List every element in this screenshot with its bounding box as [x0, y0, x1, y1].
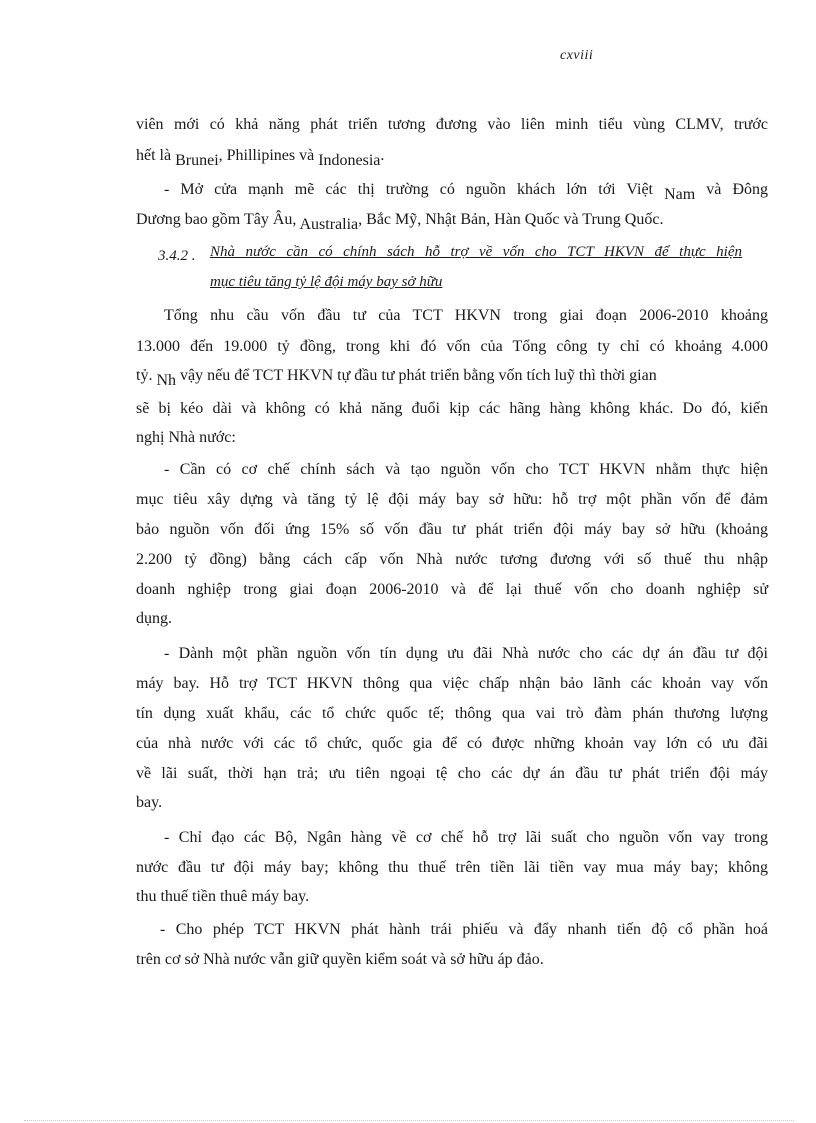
phillipines-text: Phillipines [226, 147, 296, 164]
para4-line1: - Cần có cơ chế chính sách và tạo nguồn vốn cho TCT HKVN nhằm thực hiện [164, 461, 768, 478]
para2-line2-pre: Dương bao gồm Tây Âu, [136, 211, 300, 228]
para4-line5: doanh nghiệp trong giai đoạn 2006-2010 và để lại thuế vốn cho doanh nghiệp sử [136, 581, 768, 598]
para2-line1-post: và Đông [695, 181, 769, 198]
para3-line3 [136, 366, 768, 389]
para4-line6: dụng. [136, 610, 172, 627]
para1-and: và [295, 147, 319, 164]
section-heading-line1: Nhà nước cần có chính sách hỗ trợ về vốn cho TCT HKVN để thực hiện [210, 244, 742, 260]
para4-line4: 2.200 tỷ đồng) bằng cách cấp vốn Nhà nước tương đương với số thuế thu nhập [136, 551, 768, 568]
page-bottom-rule [24, 1120, 794, 1121]
para1-line1: viên mới có khả năng phát triển tương đương vào liên minh tiểu vùng CLMV, trước [136, 116, 768, 133]
para3-line1: Tổng nhu cầu vốn đầu tư của TCT HKVN trong giai đoạn 2006-2010 khoảng [164, 307, 768, 324]
para1-line2-pre: hết là [136, 147, 176, 164]
para3-line4: sẽ bị kéo dài và không có khả năng đuổi kịp các hãng hàng không khác. Do đó, kiến [136, 400, 768, 417]
para7-line1: - Cho phép TCT HKVN phát hành trái phiếu và đẩy nhanh tiến độ cổ phần hoá [160, 921, 768, 938]
para4-line2: mục tiêu xây dựng và tăng tỷ lệ đội máy bay sở hữu: hỗ trợ một phần vốn để đảm [136, 491, 768, 508]
para4-line3: bảo nguồn vốn đối ứng 15% số vốn đầu tư phát triển đội máy bay sở hữu (khoảng [136, 521, 768, 538]
section-number: 3.4.2 . [158, 248, 196, 264]
para6-line3: thu thuế tiền thuê máy bay. [136, 888, 310, 905]
para3-line2: 13.000 đến 19.000 tỷ đồng, trong khi đó vốn của Tổng công ty chỉ có khoảng 4.000 [136, 338, 768, 355]
para7-line2: trên cơ sở Nhà nước vẫn giữ quyền kiểm soát và sở hữu áp đảo. [136, 951, 544, 968]
para2-line2-post: , Bắc Mỹ, Nhật Bản, Hàn Quốc và Trung Quốc. [358, 211, 664, 228]
para3-line3-pre: tỷ. [136, 367, 157, 384]
para3-line5: nghị Nhà nước: [136, 429, 236, 446]
brunei-text: Brunei [175, 152, 219, 169]
para1-period: . [380, 147, 385, 164]
para2-line2 [136, 210, 768, 233]
indonesia-text: Indonesia [318, 152, 381, 169]
para5-line2: máy bay. Hỗ trợ TCT HKVN thông qua việc chấp nhận bảo lãnh các khoản vay vốn [136, 675, 768, 692]
nam-text: Nam [664, 186, 696, 203]
nh-fragment: Nh [156, 372, 177, 389]
para6-line1: - Chỉ đạo các Bộ, Ngân hàng về cơ chế hỗ trợ lãi suất cho nguồn vốn vay trong [164, 829, 768, 846]
para5-line3: tín dụng xuất khẩu, các tổ chức quốc tế; thông qua vai trò đàm phán thương lượng [136, 705, 768, 722]
para3-line3-post: vậy nếu để TCT HKVN tự đầu tư phát triển bằng vốn tích luỹ thì thời gian [176, 367, 657, 384]
para2-line1 [164, 180, 769, 203]
para5-line6: bay. [136, 794, 163, 811]
para1-line2 [136, 146, 768, 169]
para5-line4: của nhà nước với các tổ chức, quốc gia để có được những khoản vay lớn có ưu đãi [136, 735, 768, 752]
para2-line1-pre: - Mở cửa mạnh mẽ các thị trường có nguồn khách lớn tới Việt [164, 181, 665, 198]
para6-line2: nước đầu tư đội máy bay; không thu thuế trên tiền lãi tiền vay mua máy bay; không [136, 859, 768, 876]
section-heading-line2: mục tiêu tăng tỷ lệ đội máy bay sở hữu [210, 274, 443, 290]
para5-line5: về lãi suất, thời hạn trả; ưu tiên ngoại tệ cho các dự án đầu tư phát triển đội máy [136, 765, 768, 782]
para1-comma: , [218, 147, 227, 164]
page-number: cxviii [560, 48, 594, 63]
para5-line1: - Dành một phần nguồn vốn tín dụng ưu đãi Nhà nước cho các dự án đầu tư đội [164, 645, 768, 662]
australia-text: Australia [299, 216, 359, 233]
